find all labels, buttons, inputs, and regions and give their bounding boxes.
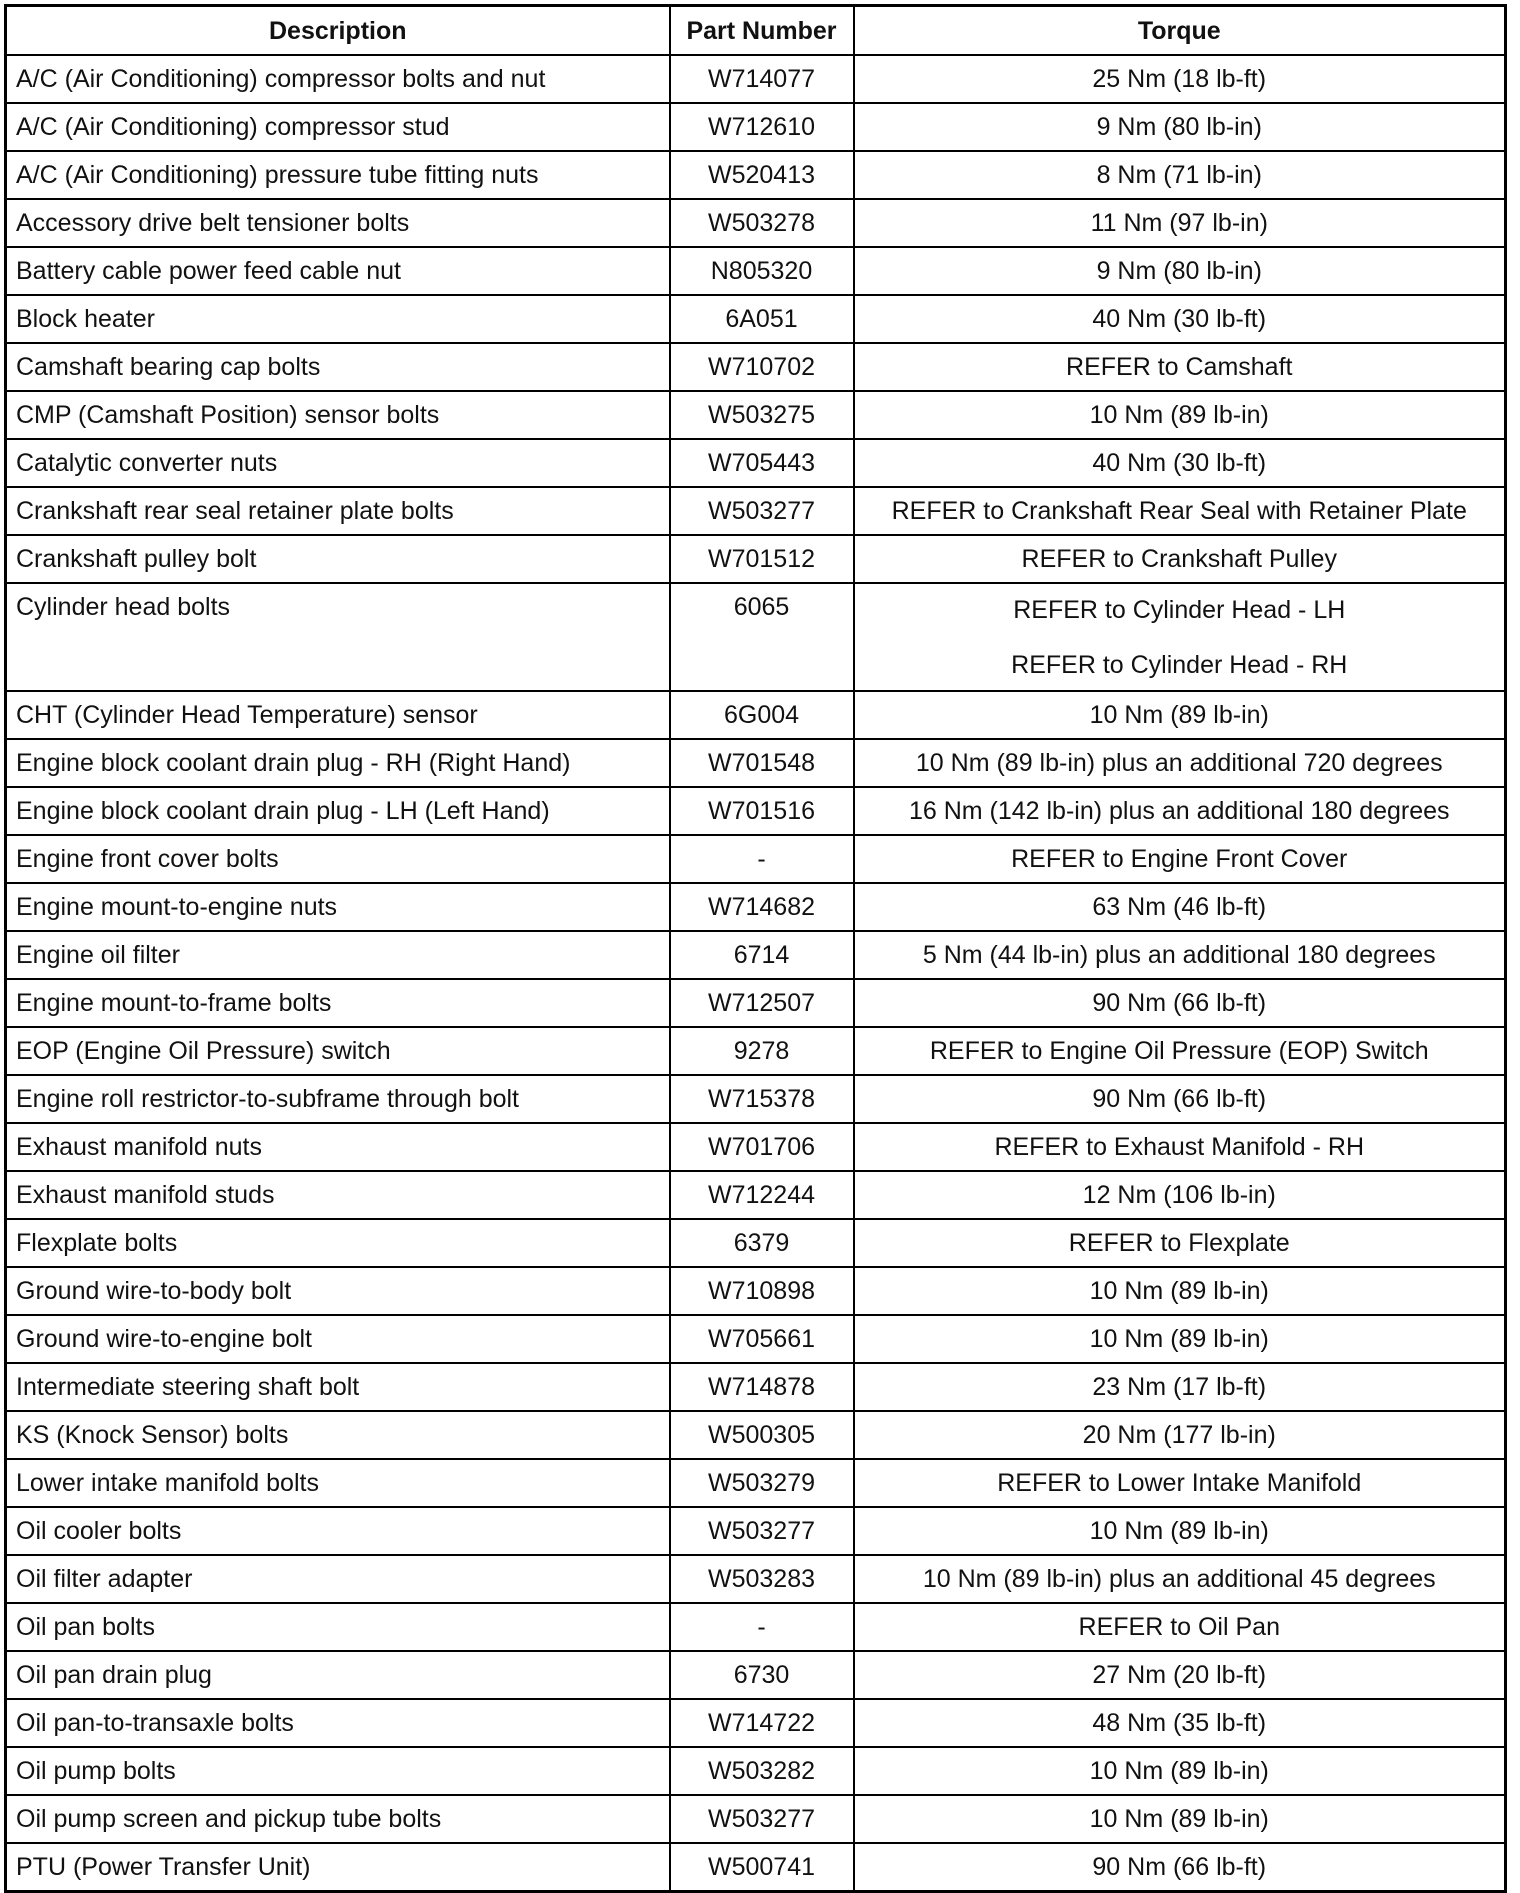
part-number-cell: W714077: [670, 55, 854, 103]
torque-value: 10 Nm (89 lb-in) plus an additional 45 degrees: [922, 1565, 1436, 1593]
torque-cell: [854, 535, 1506, 583]
description-cell: A/C (Air Conditioning) compressor stud: [6, 103, 670, 151]
table-row: [6, 835, 1506, 883]
table-row: [6, 1555, 1506, 1603]
description-cell: Crankshaft rear seal retainer plate bolts: [6, 487, 670, 535]
description-cell: Ground wire-to-body bolt: [6, 1267, 670, 1315]
torque-value: 25 Nm (18 lb-ft): [1092, 65, 1267, 93]
torque-value: 40 Nm (30 lb-ft): [1092, 449, 1267, 477]
description-cell: KS (Knock Sensor) bolts: [6, 1411, 670, 1459]
torque-value: 20 Nm (177 lb-in): [1082, 1421, 1276, 1449]
table-row: [6, 535, 1506, 583]
torque-value: 9 Nm (80 lb-in): [1096, 113, 1262, 141]
torque-cell: [854, 931, 1506, 979]
part-number-cell: N805320: [670, 247, 854, 295]
table-row: [6, 343, 1506, 391]
table-row: [6, 439, 1506, 487]
part-number-cell: W503277: [670, 487, 854, 535]
description-cell: Intermediate steering shaft bolt: [6, 1363, 670, 1411]
torque-value: 12 Nm (106 lb-in): [1082, 1181, 1276, 1209]
torque-value: REFER to Flexplate: [1068, 1229, 1290, 1257]
table-row: [6, 691, 1506, 739]
description-cell: Flexplate bolts: [6, 1219, 670, 1267]
torque-value: 40 Nm (30 lb-ft): [1092, 305, 1267, 333]
torque-cell: [854, 883, 1506, 931]
part-number-cell: W701516: [670, 787, 854, 835]
part-number-cell: W701706: [670, 1123, 854, 1171]
table-row: [6, 1219, 1506, 1267]
torque-value: REFER to Crankshaft Rear Seal with Retainer Plate: [891, 497, 1467, 525]
torque-value: REFER to Engine Front Cover: [1011, 845, 1348, 873]
description-cell: Oil filter adapter: [6, 1555, 670, 1603]
part-number-cell: W503282: [670, 1747, 854, 1795]
torque-cell: [854, 1651, 1506, 1699]
torque-cell: [854, 1219, 1506, 1267]
table-row: [6, 1795, 1506, 1843]
torque-cell: [854, 1411, 1506, 1459]
part-number-cell: W500741: [670, 1843, 854, 1892]
torque-value: 90 Nm (66 lb-ft): [1092, 1853, 1267, 1881]
table-row: [6, 1747, 1506, 1795]
header-description: Description: [6, 6, 670, 56]
torque-cell: [854, 1027, 1506, 1075]
torque-value: REFER to Cylinder Head - LH: [1013, 595, 1346, 624]
part-number-cell: W712610: [670, 103, 854, 151]
description-cell: Engine mount-to-engine nuts: [6, 883, 670, 931]
description-cell: Oil cooler bolts: [6, 1507, 670, 1555]
header-row: [6, 6, 1506, 56]
part-number-cell: W714878: [670, 1363, 854, 1411]
description-cell: A/C (Air Conditioning) pressure tube fitting nuts: [6, 151, 670, 199]
description-cell: EOP (Engine Oil Pressure) switch: [6, 1027, 670, 1075]
torque-value: 10 Nm (89 lb-in): [1089, 1325, 1269, 1353]
torque-value: 9 Nm (80 lb-in): [1096, 257, 1262, 285]
torque-value: REFER to Lower Intake Manifold: [997, 1469, 1362, 1497]
torque-cell: [854, 1795, 1506, 1843]
part-number-cell: 6A051: [670, 295, 854, 343]
description-cell: Oil pan drain plug: [6, 1651, 670, 1699]
header-part-number: Part Number: [670, 6, 854, 56]
part-number-cell: W710898: [670, 1267, 854, 1315]
part-number-cell: W503275: [670, 391, 854, 439]
description-cell: Oil pan-to-transaxle bolts: [6, 1699, 670, 1747]
torque-value: 90 Nm (66 lb-ft): [1092, 989, 1267, 1017]
table-row: [6, 1603, 1506, 1651]
torque-specification-table: [4, 4, 1507, 1893]
table-row: [6, 1843, 1506, 1892]
description-cell: PTU (Power Transfer Unit): [6, 1843, 670, 1892]
torque-value: 16 Nm (142 lb-in) plus an additional 180 degrees: [908, 797, 1450, 825]
table-row: [6, 199, 1506, 247]
description-cell: Engine oil filter: [6, 931, 670, 979]
part-number-cell: 9278: [670, 1027, 854, 1075]
torque-value: 90 Nm (66 lb-ft): [1092, 1085, 1267, 1113]
description-cell: Exhaust manifold nuts: [6, 1123, 670, 1171]
header-torque: Torque: [854, 6, 1506, 56]
torque-value: 8 Nm (71 lb-in): [1096, 161, 1262, 189]
table-header: [6, 6, 1506, 56]
description-cell: Block heater: [6, 295, 670, 343]
description-cell: Cylinder head bolts: [6, 583, 670, 691]
part-number-cell: W705443: [670, 439, 854, 487]
torque-value: 10 Nm (89 lb-in): [1089, 1805, 1269, 1833]
torque-value: 23 Nm (17 lb-ft): [1092, 1373, 1267, 1401]
part-number-cell: W710702: [670, 343, 854, 391]
torque-cell: [854, 1315, 1506, 1363]
torque-value: REFER to Camshaft: [1066, 353, 1293, 381]
table-row: [6, 1267, 1506, 1315]
description-cell: Catalytic converter nuts: [6, 439, 670, 487]
part-number-cell: W714682: [670, 883, 854, 931]
table-row: [6, 1459, 1506, 1507]
description-cell: A/C (Air Conditioning) compressor bolts and nut: [6, 55, 670, 103]
part-number-cell: W715378: [670, 1075, 854, 1123]
description-cell: Oil pan bolts: [6, 1603, 670, 1651]
part-number-cell: W520413: [670, 151, 854, 199]
table-row: [6, 1123, 1506, 1171]
torque-cell: [854, 1459, 1506, 1507]
description-cell: Engine roll restrictor-to-subframe through bolt: [6, 1075, 670, 1123]
description-cell: Engine block coolant drain plug - LH (Left Hand): [6, 787, 670, 835]
torque-value: 10 Nm (89 lb-in): [1089, 1277, 1269, 1305]
torque-value: REFER to Crankshaft Pulley: [1021, 545, 1337, 573]
torque-value: 10 Nm (89 lb-in): [1089, 701, 1269, 729]
torque-value: 10 Nm (89 lb-in) plus an additional 720 degrees: [915, 749, 1443, 777]
torque-cell: [854, 151, 1506, 199]
torque-cell: [854, 1171, 1506, 1219]
part-number-cell: W705661: [670, 1315, 854, 1363]
torque-cell: [854, 103, 1506, 151]
torque-cell: [854, 583, 1506, 691]
table-row: [6, 295, 1506, 343]
torque-value: 63 Nm (46 lb-ft): [1092, 893, 1267, 921]
torque-value: REFER to Engine Oil Pressure (EOP) Switch: [929, 1037, 1429, 1065]
table-row: [6, 247, 1506, 295]
part-number-cell: W500305: [670, 1411, 854, 1459]
torque-cell: [854, 55, 1506, 103]
description-cell: Exhaust manifold studs: [6, 1171, 670, 1219]
table-row: [6, 391, 1506, 439]
table-row: [6, 1507, 1506, 1555]
table-row: [6, 1651, 1506, 1699]
part-number-cell: -: [670, 1603, 854, 1651]
torque-cell: [854, 487, 1506, 535]
torque-cell: [854, 1507, 1506, 1555]
table-row: [6, 1699, 1506, 1747]
description-cell: Lower intake manifold bolts: [6, 1459, 670, 1507]
table-row: [6, 931, 1506, 979]
part-number-cell: 6065: [670, 583, 854, 691]
part-number-cell: W701548: [670, 739, 854, 787]
description-cell: Oil pump screen and pickup tube bolts: [6, 1795, 670, 1843]
table-row: [6, 1363, 1506, 1411]
torque-cell: [854, 691, 1506, 739]
description-cell: Accessory drive belt tensioner bolts: [6, 199, 670, 247]
part-number-cell: W701512: [670, 535, 854, 583]
part-number-cell: 6379: [670, 1219, 854, 1267]
part-number-cell: 6730: [670, 1651, 854, 1699]
torque-cell: [854, 1555, 1506, 1603]
table-row: [6, 1171, 1506, 1219]
part-number-cell: 6714: [670, 931, 854, 979]
torque-cell: [854, 1075, 1506, 1123]
torque-cell: [854, 1843, 1506, 1892]
table-body: [6, 55, 1506, 1892]
part-number-cell: W503283: [670, 1555, 854, 1603]
table-row: [6, 739, 1506, 787]
torque-cell: [854, 1603, 1506, 1651]
torque-value: 10 Nm (89 lb-in): [1089, 401, 1269, 429]
torque-value: REFER to Exhaust Manifold - RH: [994, 1133, 1365, 1161]
torque-value: 10 Nm (89 lb-in): [1089, 1517, 1269, 1545]
torque-value: 27 Nm (20 lb-ft): [1092, 1661, 1267, 1689]
table-row: [6, 151, 1506, 199]
part-number-cell: W503277: [670, 1507, 854, 1555]
torque-cell: [854, 739, 1506, 787]
torque-value: 5 Nm (44 lb-in) plus an additional 180 degrees: [922, 941, 1436, 969]
torque-cell: [854, 247, 1506, 295]
description-cell: CHT (Cylinder Head Temperature) sensor: [6, 691, 670, 739]
torque-value: 48 Nm (35 lb-ft): [1092, 1709, 1267, 1737]
table-row: [6, 979, 1506, 1027]
torque-cell: [854, 199, 1506, 247]
part-number-cell: -: [670, 835, 854, 883]
torque-cell: [854, 1363, 1506, 1411]
torque-value: 10 Nm (89 lb-in): [1089, 1757, 1269, 1785]
torque-cell: [854, 1267, 1506, 1315]
part-number-cell: W712244: [670, 1171, 854, 1219]
table-row: [6, 1027, 1506, 1075]
description-cell: Crankshaft pulley bolt: [6, 535, 670, 583]
torque-value: 11 Nm (97 lb-in): [1090, 209, 1268, 237]
torque-cell: [854, 1747, 1506, 1795]
description-cell: CMP (Camshaft Position) sensor bolts: [6, 391, 670, 439]
table-row: [6, 55, 1506, 103]
torque-cell: [854, 787, 1506, 835]
description-cell: Ground wire-to-engine bolt: [6, 1315, 670, 1363]
torque-cell: [854, 295, 1506, 343]
table-row: [6, 487, 1506, 535]
torque-cell: [854, 343, 1506, 391]
description-cell: Camshaft bearing cap bolts: [6, 343, 670, 391]
description-cell: Engine block coolant drain plug - RH (Right Hand): [6, 739, 670, 787]
table-row: [6, 1315, 1506, 1363]
description-cell: Engine mount-to-frame bolts: [6, 979, 670, 1027]
torque-cell: [854, 979, 1506, 1027]
table-row: [6, 583, 1506, 691]
description-cell: Engine front cover bolts: [6, 835, 670, 883]
torque-cell: [854, 1699, 1506, 1747]
table-row: [6, 883, 1506, 931]
torque-value: REFER to Cylinder Head - RH: [1011, 650, 1348, 679]
part-number-cell: W503279: [670, 1459, 854, 1507]
torque-cell: [854, 391, 1506, 439]
table-row: [6, 1411, 1506, 1459]
part-number-cell: W712507: [670, 979, 854, 1027]
torque-cell: [854, 835, 1506, 883]
table-row: [6, 1075, 1506, 1123]
part-number-cell: W503277: [670, 1795, 854, 1843]
torque-cell: [854, 439, 1506, 487]
description-cell: Battery cable power feed cable nut: [6, 247, 670, 295]
part-number-cell: W714722: [670, 1699, 854, 1747]
description-cell: Oil pump bolts: [6, 1747, 670, 1795]
table-row: [6, 103, 1506, 151]
table-row: [6, 787, 1506, 835]
part-number-cell: W503278: [670, 199, 854, 247]
torque-cell: [854, 1123, 1506, 1171]
torque-value: REFER to Oil Pan: [1078, 1613, 1280, 1641]
part-number-cell: 6G004: [670, 691, 854, 739]
